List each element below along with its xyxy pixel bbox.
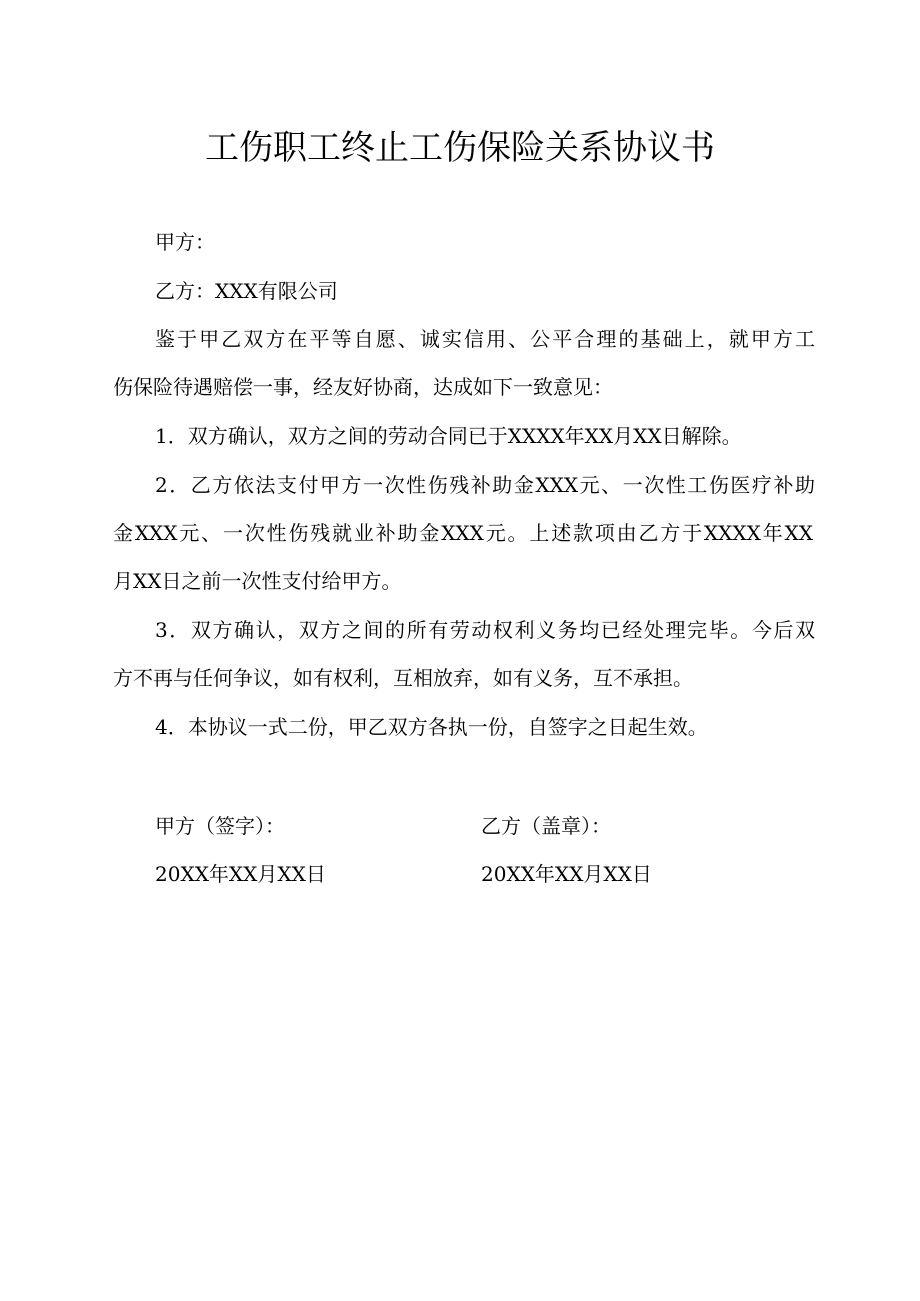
clause-1-line-1: 1．双方确认，双方之间的劳动合同已于XXXX年XX月XX日解除。 [155, 424, 742, 448]
party-a-signature-date: 20XX年XX月XX日 [155, 862, 326, 886]
party-b-line: 乙方：XXX有限公司 [155, 279, 338, 303]
clause-2-line-1: 2．乙方依法支付甲方一次性伤残补助金XXX元、一次性工伤医疗补助 [155, 473, 815, 497]
party-a-line: 甲方： [155, 230, 215, 254]
document-title: 工伤职工终止工伤保险关系协议书 [205, 128, 715, 168]
party-a-signature-label: 甲方（签字）： [155, 814, 285, 838]
clause-2-line-3: 月XX日之前一次性支付给甲方。 [113, 569, 402, 593]
clause-2-line-2: 金XXX元、一次性伤残就业补助金XXX元。上述款项由乙方于XXXX年XX [113, 521, 813, 545]
clause-3-line-1: 3．双方确认，双方之间的所有劳动权利义务均已经处理完毕。今后双 [155, 618, 815, 642]
clause-3-line-2: 方不再与任何争议，如有权利，互相放弃，如有义务，互不承担。 [113, 666, 693, 690]
clause-4-line-1: 4．本协议一式二份，甲乙双方各执一份，自签字之日起生效。 [155, 715, 708, 739]
party-b-signature-label: 乙方（盖章）： [481, 814, 611, 838]
preamble-line-2: 伤保险待遇赔偿一事，经友好协商，达成如下一致意见： [113, 375, 613, 399]
preamble-line-1: 鉴于甲乙双方在平等自愿、诚实信用、公平合理的基础上，就甲方工 [155, 327, 815, 351]
party-b-signature-date: 20XX年XX月XX日 [481, 862, 652, 886]
